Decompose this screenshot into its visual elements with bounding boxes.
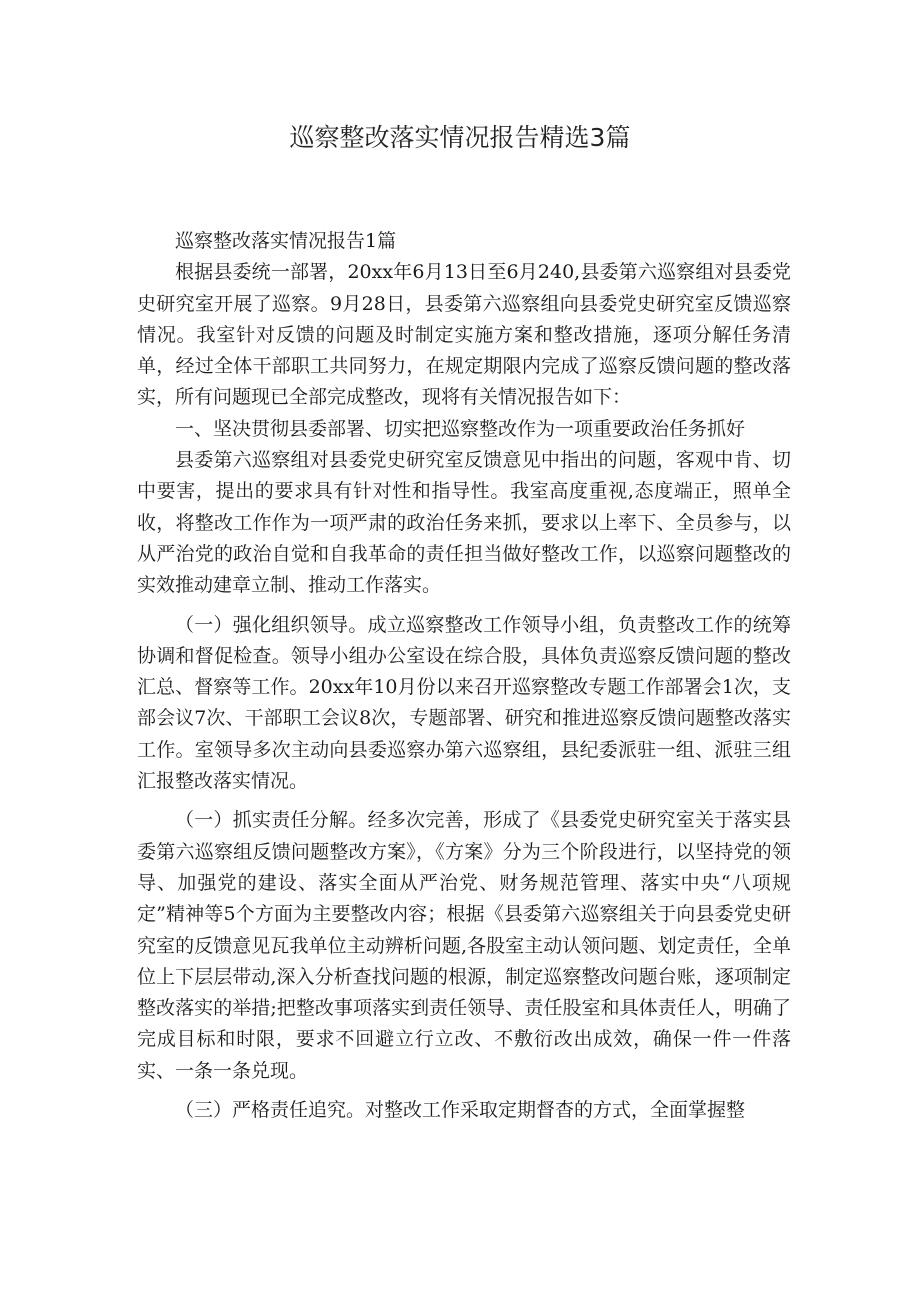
paragraph-organization: （一）强化组织领导。成立巡察整改工作领导小组，负责整改工作的统筹协调和督促检查。领导小组办公室设在综合股，具体负责巡察反馈问题的整改汇总、督察等工作。20xx年10月份以来召开巡察整改专题工作部署会1次，支部会议7次、干部职工会议8次，专题部署、研究和推进巡察反馈问题整改落实工作。室领导多次主动向县委巡察办第六巡察组，县纪委派驻一组、派驻三组汇报整改落实情况。	[137, 613, 791, 793]
paragraph-overview: 县委第六巡察组对县委党史研究室反馈意见中指出的问题，客观中肯、切中要害，提出的要求具有针对性和指导性。我室高度重视,态度端正，照单全收，将整改工作作为一项严肃的政治任务来抓，要求以上率下、全员参与，以从严治党的政治自觉和自我革命的责任担当做好整改工作，以巡察问题整改的实效推动建章立制、推动工作落实。	[137, 449, 791, 597]
document-title: 巡察整改落实情况报告精选3篇	[289, 123, 631, 152]
section-heading-1: 一、坚决贯彻县委部署、切实把巡察整改作为一项重要政治任务抓好	[175, 417, 746, 440]
paragraph-responsibility: （一）抓实责任分解。经多次完善，形成了《县委党史研究室关于落实县委第六巡察组反馈问题整改方案》，《方案》分为三个阶段进行，以坚持党的领导、加强党的建设、落实全面从严治党、财务规范管理、落实中央“八项规定”精神等5个方面为主要整改内容；根据《县委第六巡察组关于向县委党史研究室的反馈意见瓦我单位主动辨析问题,各股室主动认领问题、划定责任，全单位上下层层带动,深入分析查找问题的根源，制定巡察整改问题台账，逐项制定整改落实的举措;把整改事项落实到责任领导、责任股室和具体责任人，明确了完成目标和时限，要求不回避立行立改、不敷衍改出成效，确保一件一件落实、一条一条兑现。	[137, 809, 791, 1082]
document-body	[137, 226, 791, 1126]
section-subtitle: 巡察整改落实情况报告1篇	[175, 230, 397, 252]
paragraph-intro: 根据县委统一部署，20xx年6月13日至6月240,县委第六巡察组对县委党史研究室开展了巡察。9月28日，县委第六巡察组向县委党史研究室反馈巡察情况。我室针对反馈的问题及时制定实施方案和整改措施，逐项分解任务清单，经过全体干部职工共同努力，在规定期限内完成了巡察反馈问题的整改落实，所有问题现已全部完成整改，现将有关情况报告如下：	[137, 261, 791, 409]
paragraph-accountability: （三）严格责任追究。对整改工作采取定期督杳的方式，全面掌握整	[175, 1099, 746, 1122]
